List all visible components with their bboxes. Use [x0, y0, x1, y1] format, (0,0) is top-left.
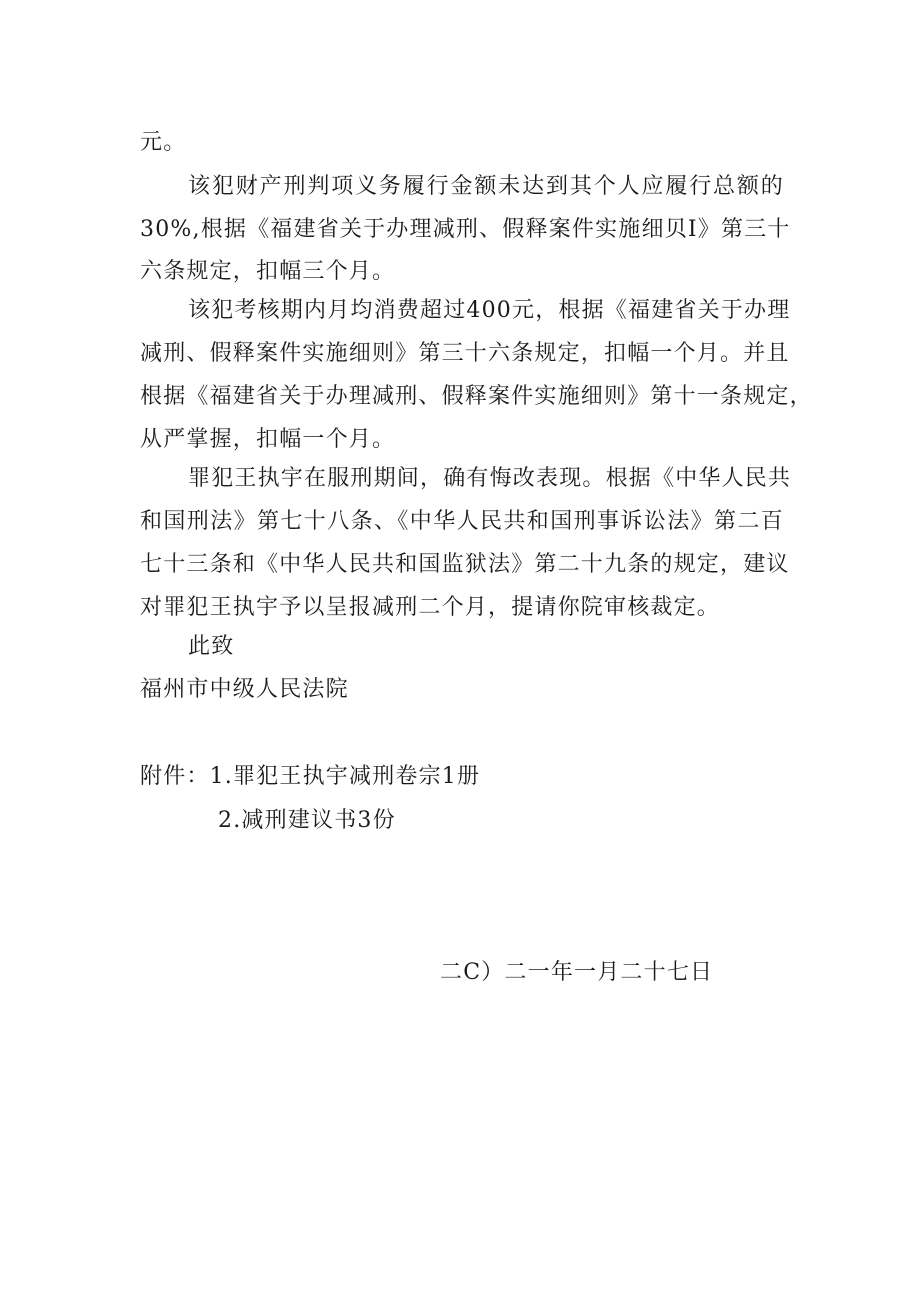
para3-line2: 和国刑法》第七十八条、《中华人民共和国刑事诉讼法》第二百 [140, 509, 784, 534]
salutation: 此致 [188, 634, 235, 659]
para2-line3: 根据《福建省关于办理减刑、假释案件实施细则》第十一条规定， [140, 384, 813, 409]
para1-line3: 六条规定，扣幅三个月。 [140, 259, 396, 284]
para3-line1: 罪犯王执宇在服刑期间，确有悔改表现。根据《中华人民共 [188, 466, 792, 491]
attachment-item-2: 2.减刑建议书3份 [218, 808, 396, 833]
para2-line4: 从严掌握，扣幅一个月。 [140, 427, 396, 452]
para1-line2: 30%,根据《福建省关于办理减刑、假释案件实施细贝I》第三十 [140, 217, 791, 242]
para0-line1: 元。 [140, 130, 187, 155]
para2-line1: 该犯考核期内月均消费超过400元，根据《福建省关于办理 [188, 298, 791, 323]
recipient: 福州市中级人民法院 [140, 677, 349, 702]
document-date: 二C）二一年一月二十七日 [440, 960, 714, 985]
para3-line4: 对罪犯王执宇予以呈报减刑二个月，提请你院审核裁定。 [140, 595, 721, 620]
para3-line3: 七十三条和《中华人民共和国监狱法》第二十九条的规定，建议 [140, 552, 790, 577]
para2-line2: 减刑、假释案件实施细则》第三十六条规定，扣幅一个月。并且 [140, 341, 790, 366]
para1-line1: 该犯财产刑判项义务履行金额未达到其个人应履行总额的 [188, 174, 784, 199]
attachment-item-1: 附件：1.罪犯王执宇减刑卷宗1册 [140, 764, 481, 789]
